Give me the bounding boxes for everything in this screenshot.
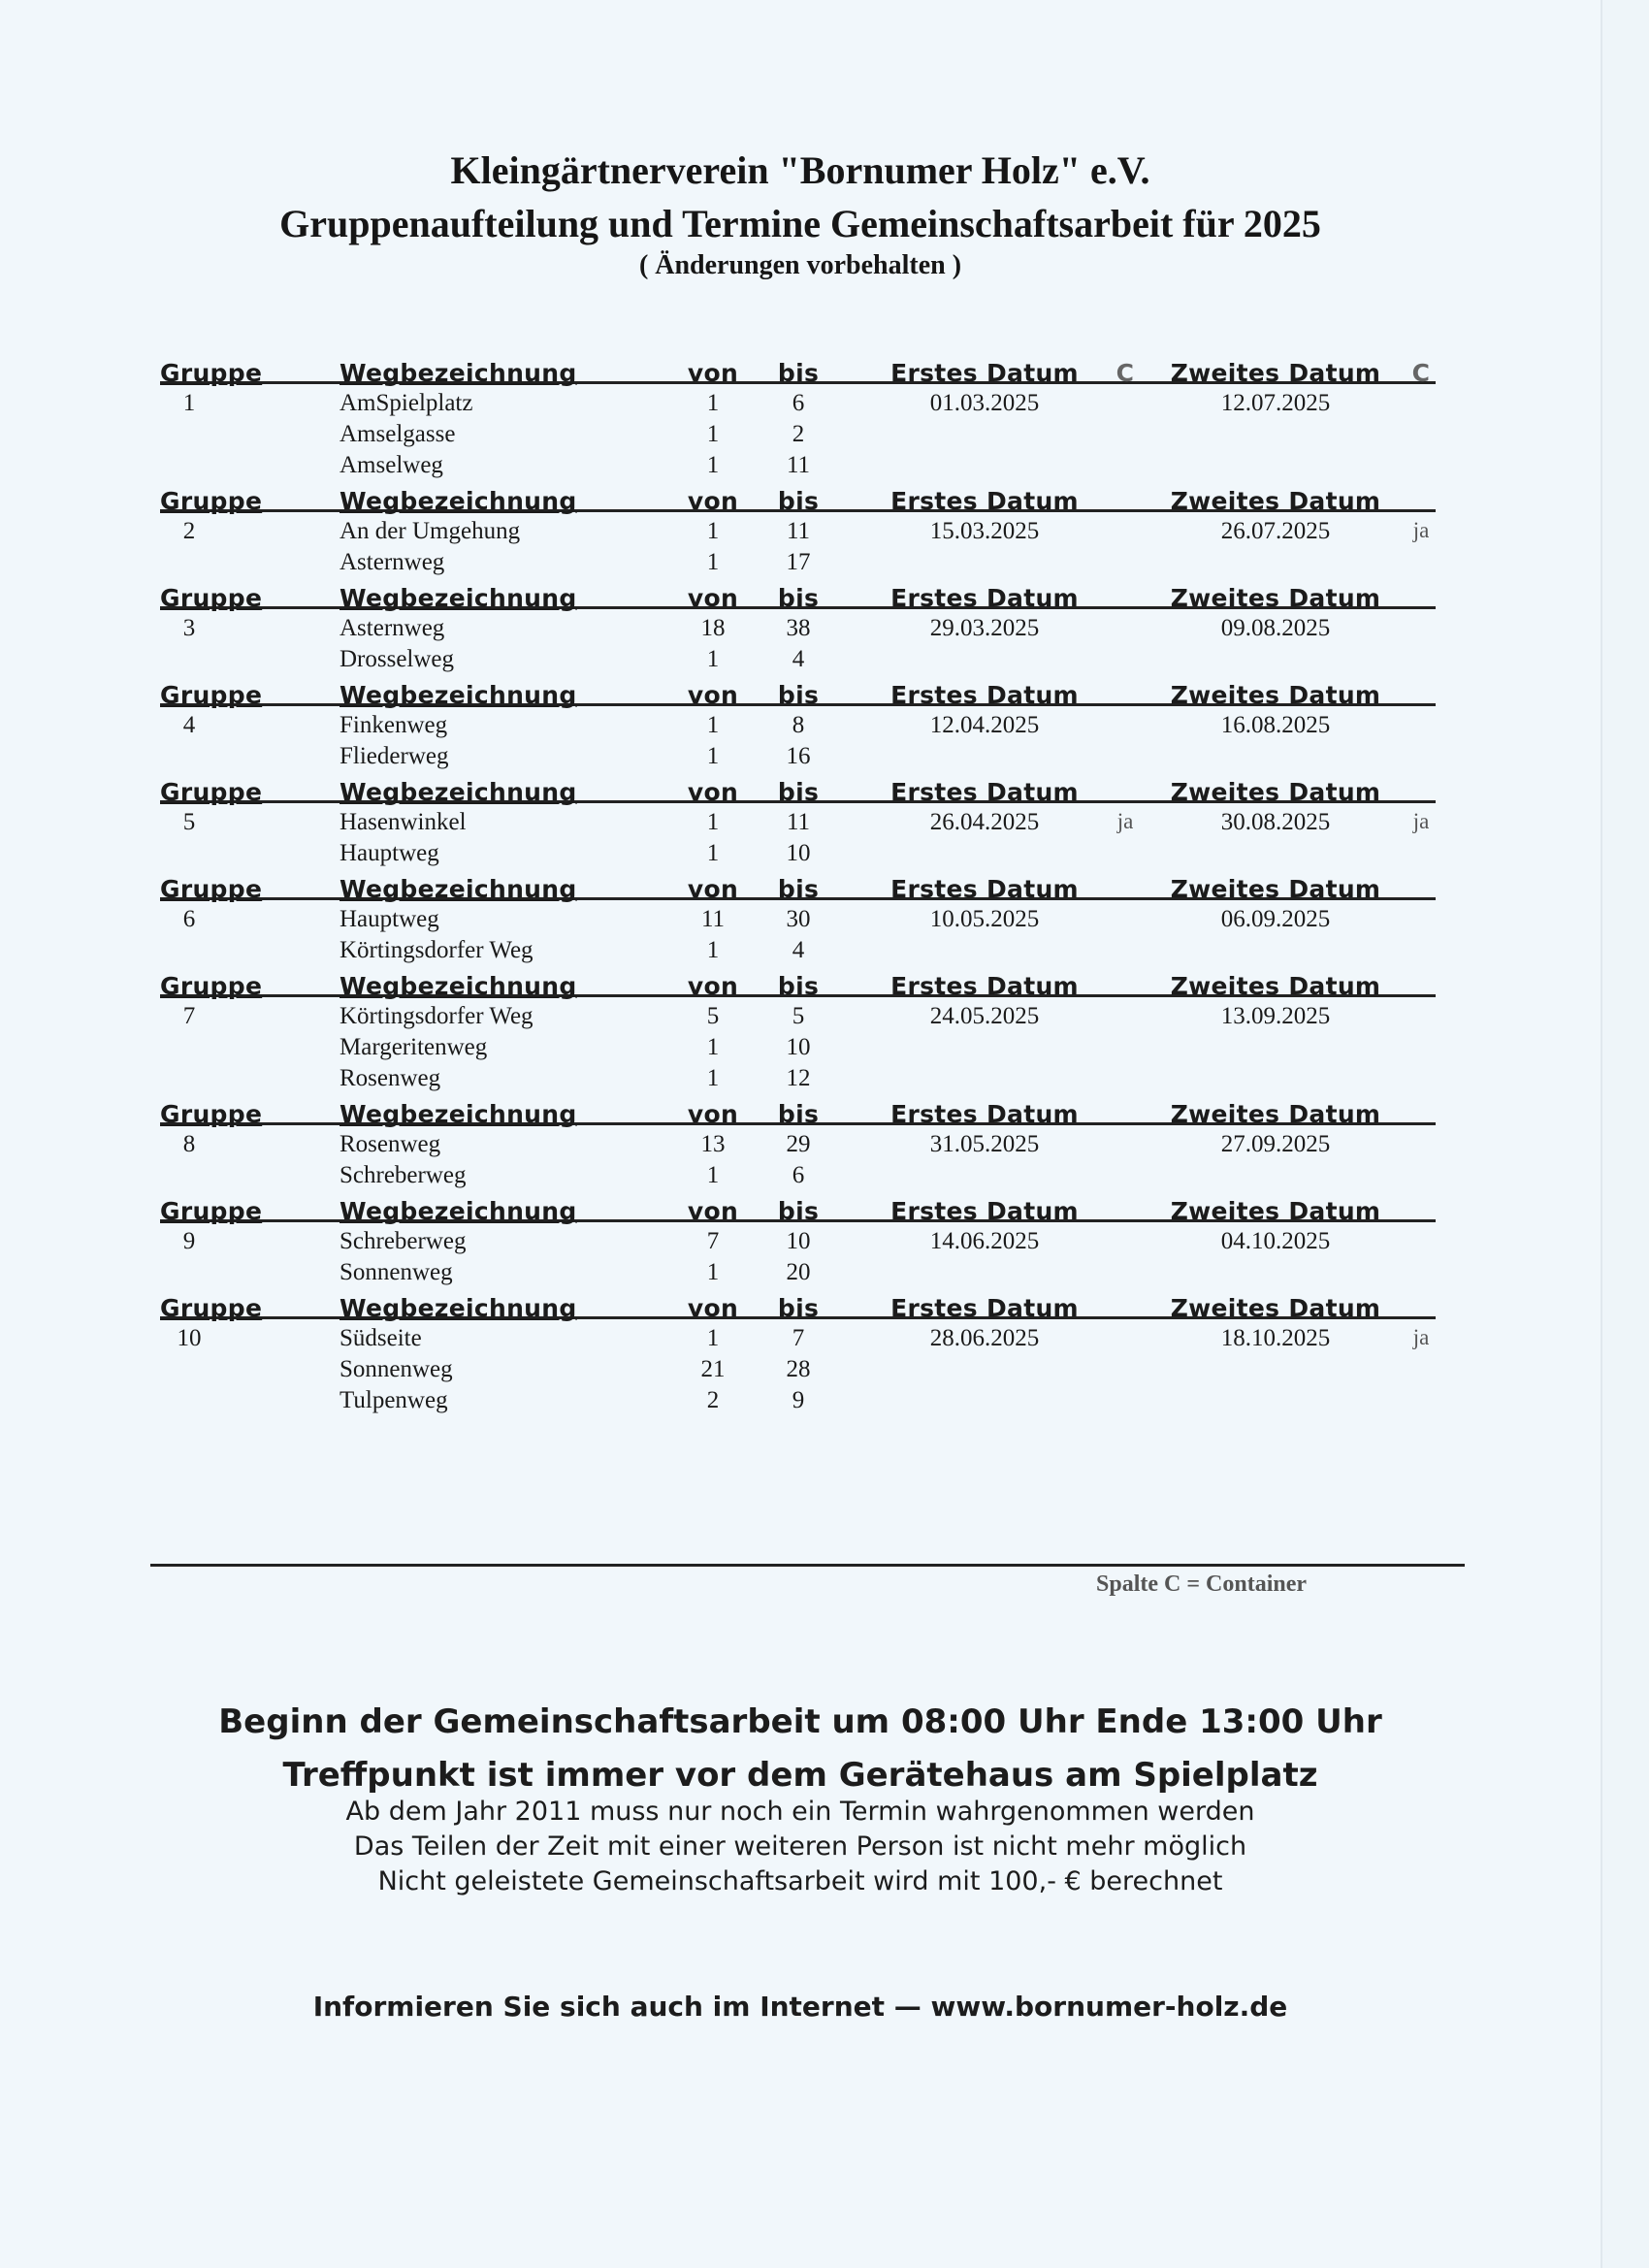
table-row — [150, 1125, 1465, 1156]
street-from: 1 — [706, 937, 720, 963]
street-name: Südseite — [340, 1325, 422, 1351]
street-name: Schreberweg — [340, 1228, 467, 1254]
street-to: 10 — [786, 840, 811, 866]
second-date: 30.08.2025 — [1220, 809, 1331, 835]
group-block — [150, 1090, 1465, 1187]
header-von: von — [687, 778, 739, 806]
first-date: 12.04.2025 — [929, 712, 1040, 738]
group-header — [150, 1284, 1465, 1322]
header-von: von — [687, 681, 739, 709]
header-von: von — [687, 1197, 739, 1225]
header-bis: bis — [777, 1294, 820, 1322]
group-number: 6 — [182, 906, 196, 932]
group-rows — [150, 512, 1465, 574]
group-header — [150, 349, 1465, 387]
street-from: 5 — [706, 1003, 720, 1029]
second-date: 13.09.2025 — [1220, 1003, 1331, 1029]
street-to: 38 — [786, 615, 811, 641]
street-to: 20 — [786, 1259, 811, 1285]
street-name: Asternweg — [340, 549, 445, 575]
street-from: 1 — [706, 809, 720, 835]
second-container-flag: ja — [1412, 1325, 1430, 1349]
group-rows — [150, 384, 1465, 477]
first-date: 01.03.2025 — [929, 390, 1040, 416]
group-number: 4 — [182, 712, 196, 738]
header-von: von — [687, 1294, 739, 1322]
street-name: Hasenwinkel — [340, 809, 467, 835]
header-gruppe: Gruppe — [160, 584, 263, 612]
header-zweites-datum: Zweites Datum — [1170, 1197, 1381, 1225]
group-block — [150, 962, 1465, 1090]
table-row — [150, 1350, 1465, 1381]
street-to: 12 — [786, 1065, 811, 1091]
table-row — [150, 543, 1465, 574]
table-row — [150, 415, 1465, 446]
header-wegbezeichnung: Wegbezeichnung — [340, 584, 577, 612]
group-number: 1 — [182, 390, 196, 416]
table-row — [150, 900, 1465, 931]
header-von: von — [687, 487, 739, 515]
street-name: Körtingsdorfer Weg — [340, 937, 534, 963]
header-erstes-datum: Erstes Datum — [890, 1197, 1079, 1225]
street-to: 28 — [786, 1356, 811, 1382]
first-container-flag: ja — [1116, 809, 1134, 833]
street-from: 1 — [706, 840, 720, 866]
street-name: Hauptweg — [340, 906, 439, 932]
group-rows — [150, 609, 1465, 671]
table-row — [150, 1028, 1465, 1059]
table-row — [150, 997, 1465, 1028]
group-block — [150, 349, 1465, 477]
street-to: 4 — [792, 646, 805, 672]
group-header — [150, 477, 1465, 515]
street-to: 9 — [792, 1387, 805, 1413]
street-from: 21 — [700, 1356, 726, 1382]
street-from: 7 — [706, 1228, 720, 1254]
header-von: von — [687, 584, 739, 612]
group-header — [150, 1187, 1465, 1225]
table-row — [150, 1156, 1465, 1187]
table-row — [150, 1059, 1465, 1090]
street-to: 16 — [786, 743, 811, 769]
header-gruppe: Gruppe — [160, 681, 263, 709]
street-from: 1 — [706, 1259, 720, 1285]
second-container-flag: ja — [1412, 518, 1430, 542]
street-to: 8 — [792, 712, 805, 738]
street-name: Hauptweg — [340, 840, 439, 866]
first-date: 14.06.2025 — [929, 1228, 1040, 1254]
group-rows — [150, 803, 1465, 865]
group-block — [150, 477, 1465, 574]
header-bis: bis — [777, 681, 820, 709]
group-number: 7 — [182, 1003, 196, 1029]
header-von: von — [687, 359, 739, 387]
group-block — [150, 768, 1465, 865]
header-gruppe: Gruppe — [160, 1100, 263, 1128]
header-wegbezeichnung: Wegbezeichnung — [340, 487, 577, 515]
street-name: Drosselweg — [340, 646, 455, 672]
header-zweites-datum: Zweites Datum — [1170, 487, 1381, 515]
group-rows — [150, 1125, 1465, 1187]
street-from: 1 — [706, 646, 720, 672]
second-date: 26.07.2025 — [1220, 518, 1331, 544]
street-from: 13 — [700, 1131, 726, 1157]
street-from: 1 — [706, 1325, 720, 1351]
header-zweites-datum: Zweites Datum — [1170, 1100, 1381, 1128]
street-to: 4 — [792, 937, 805, 963]
group-block — [150, 1284, 1465, 1412]
group-header — [150, 962, 1465, 1000]
first-date: 29.03.2025 — [929, 615, 1040, 641]
first-date: 10.05.2025 — [929, 906, 1040, 932]
table-row — [150, 609, 1465, 640]
street-to: 7 — [792, 1325, 805, 1351]
header-wegbezeichnung: Wegbezeichnung — [340, 875, 577, 903]
legend-note: Spalte C = Container — [1096, 1571, 1308, 1597]
header-zweites-datum: Zweites Datum — [1170, 972, 1381, 1000]
first-date: 28.06.2025 — [929, 1325, 1040, 1351]
header-zweites-datum: Zweites Datum — [1170, 359, 1381, 387]
header-erstes-datum: Erstes Datum — [890, 778, 1079, 806]
street-name: Asternweg — [340, 615, 445, 641]
table-row — [150, 384, 1465, 415]
header-erstes-datum: Erstes Datum — [890, 681, 1079, 709]
street-from: 1 — [706, 712, 720, 738]
header-zweites-datum: Zweites Datum — [1170, 681, 1381, 709]
table-row — [150, 1319, 1465, 1350]
club-title: Kleingärtnerverein "Bornumer Holz" e.V. — [450, 148, 1150, 192]
street-name: Amselgasse — [340, 421, 456, 447]
street-from: 1 — [706, 390, 720, 416]
header-gruppe: Gruppe — [160, 1197, 263, 1225]
group-number: 3 — [182, 615, 196, 641]
group-rows — [150, 706, 1465, 768]
group-block — [150, 865, 1465, 962]
street-name: AmSpielplatz — [340, 390, 473, 416]
group-header — [150, 1090, 1465, 1128]
header-gruppe: Gruppe — [160, 1294, 263, 1322]
header-bis: bis — [777, 778, 820, 806]
table-row — [150, 931, 1465, 962]
header-erstes-datum: Erstes Datum — [890, 1100, 1079, 1128]
street-to: 17 — [786, 549, 811, 575]
table-bottom-rule — [150, 1564, 1465, 1567]
header-zweites-datum: Zweites Datum — [1170, 875, 1381, 903]
group-rows — [150, 1319, 1465, 1412]
group-rows — [150, 1222, 1465, 1284]
header-wegbezeichnung: Wegbezeichnung — [340, 1197, 577, 1225]
start-time-note: Beginn der Gemeinschaftsarbeit um 08:00 Uhr Ende 13:00 Uhr — [218, 1702, 1382, 1741]
street-to: 6 — [792, 1162, 805, 1188]
meeting-point-note: Treffpunkt ist immer vor dem Gerätehaus am Spielplatz — [282, 1756, 1318, 1795]
header-bis: bis — [777, 875, 820, 903]
header-bis: bis — [777, 1197, 820, 1225]
header-zweites-datum: Zweites Datum — [1170, 1294, 1381, 1322]
street-to: 5 — [792, 1003, 805, 1029]
group-number: 10 — [177, 1325, 202, 1351]
table-row — [150, 834, 1465, 865]
second-date: 18.10.2025 — [1220, 1325, 1331, 1351]
street-name: Tulpenweg — [340, 1387, 448, 1413]
table-row — [150, 803, 1465, 834]
header-erstes-datum: Erstes Datum — [890, 875, 1079, 903]
group-header — [150, 768, 1465, 806]
street-name: Rosenweg — [340, 1065, 441, 1091]
header-von: von — [687, 1100, 739, 1128]
header-wegbezeichnung: Wegbezeichnung — [340, 359, 577, 387]
table-row — [150, 706, 1465, 737]
street-to: 10 — [786, 1228, 811, 1254]
header-bis: bis — [777, 584, 820, 612]
street-name: An der Umgehung — [340, 518, 521, 544]
street-from: 1 — [706, 1034, 720, 1060]
header-gruppe: Gruppe — [160, 359, 263, 387]
group-header — [150, 574, 1465, 612]
header-wegbezeichnung: Wegbezeichnung — [340, 681, 577, 709]
one-date-note: Ab dem Jahr 2011 muss nur noch ein Termin wahrgenommen werden — [345, 1797, 1255, 1827]
street-from: 11 — [700, 906, 726, 932]
street-to: 11 — [786, 809, 811, 835]
header-container-2: C — [1411, 359, 1431, 387]
street-name: Margeritenweg — [340, 1034, 488, 1060]
header-erstes-datum: Erstes Datum — [890, 1294, 1079, 1322]
street-from: 1 — [706, 549, 720, 575]
header-bis: bis — [777, 1100, 820, 1128]
first-date: 24.05.2025 — [929, 1003, 1040, 1029]
second-container-flag: ja — [1412, 809, 1430, 833]
second-date: 27.09.2025 — [1220, 1131, 1331, 1157]
header-wegbezeichnung: Wegbezeichnung — [340, 778, 577, 806]
header-container-1: C — [1116, 359, 1135, 387]
street-name: Schreberweg — [340, 1162, 467, 1188]
street-to: 11 — [786, 452, 811, 478]
group-block — [150, 1187, 1465, 1284]
first-date: 26.04.2025 — [929, 809, 1040, 835]
group-number: 9 — [182, 1228, 196, 1254]
street-name: Rosenweg — [340, 1131, 441, 1157]
street-to: 30 — [786, 906, 811, 932]
street-name: Finkenweg — [340, 712, 448, 738]
header-bis: bis — [777, 359, 820, 387]
group-rows — [150, 997, 1465, 1090]
header-gruppe: Gruppe — [160, 487, 263, 515]
table-row — [150, 737, 1465, 768]
street-from: 1 — [706, 421, 720, 447]
group-number: 8 — [182, 1131, 196, 1157]
schedule-table — [150, 349, 1465, 1412]
header-bis: bis — [777, 972, 820, 1000]
group-header — [150, 865, 1465, 903]
schedule-title: Gruppenaufteilung und Termine Gemeinschaftsarbeit für 2025 — [279, 202, 1321, 245]
header-zweites-datum: Zweites Datum — [1170, 778, 1381, 806]
table-row — [150, 1222, 1465, 1253]
table-row — [150, 1253, 1465, 1284]
table-row — [150, 512, 1465, 543]
header-wegbezeichnung: Wegbezeichnung — [340, 1294, 577, 1322]
street-to: 10 — [786, 1034, 811, 1060]
group-header — [150, 671, 1465, 709]
street-from: 1 — [706, 452, 720, 478]
sharing-note: Das Teilen der Zeit mit einer weiteren Person ist nicht mehr möglich — [353, 1831, 1247, 1862]
header-von: von — [687, 972, 739, 1000]
first-date: 31.05.2025 — [929, 1131, 1040, 1157]
header-erstes-datum: Erstes Datum — [890, 584, 1079, 612]
subject-to-change-note: ( Änderungen vorbehalten ) — [638, 250, 962, 280]
group-number: 2 — [182, 518, 196, 544]
street-to: 2 — [792, 421, 805, 447]
street-from: 1 — [706, 1065, 720, 1091]
second-date: 16.08.2025 — [1220, 712, 1331, 738]
table-row — [150, 446, 1465, 477]
street-from: 1 — [706, 1162, 720, 1188]
street-name: Fliederweg — [340, 743, 449, 769]
header-gruppe: Gruppe — [160, 972, 263, 1000]
first-date: 15.03.2025 — [929, 518, 1040, 544]
street-name: Sonnenweg — [340, 1259, 453, 1285]
header-bis: bis — [777, 487, 820, 515]
fee-note: Nicht geleistete Gemeinschaftsarbeit wird mit 100,- € berechnet — [377, 1866, 1223, 1896]
street-from: 2 — [706, 1387, 720, 1413]
street-to: 6 — [792, 390, 805, 416]
website-note: Informieren Sie sich auch im Internet — www.bornumer-holz.de — [312, 1991, 1288, 2023]
header-von: von — [687, 875, 739, 903]
header-erstes-datum: Erstes Datum — [890, 487, 1079, 515]
header-gruppe: Gruppe — [160, 778, 263, 806]
street-name: Amselweg — [340, 452, 443, 478]
header-zweites-datum: Zweites Datum — [1170, 584, 1381, 612]
header-gruppe: Gruppe — [160, 875, 263, 903]
street-from: 18 — [700, 615, 726, 641]
second-date: 04.10.2025 — [1220, 1228, 1331, 1254]
group-number: 5 — [182, 809, 196, 835]
table-row — [150, 640, 1465, 671]
header-erstes-datum: Erstes Datum — [890, 972, 1079, 1000]
group-rows — [150, 900, 1465, 962]
street-to: 11 — [786, 518, 811, 544]
header-wegbezeichnung: Wegbezeichnung — [340, 972, 577, 1000]
second-date: 06.09.2025 — [1220, 906, 1331, 932]
header-wegbezeichnung: Wegbezeichnung — [340, 1100, 577, 1128]
street-name: Sonnenweg — [340, 1356, 453, 1382]
group-block — [150, 671, 1465, 768]
street-name: Körtingsdorfer Weg — [340, 1003, 534, 1029]
header-erstes-datum: Erstes Datum — [890, 359, 1079, 387]
street-from: 1 — [706, 518, 720, 544]
street-to: 29 — [786, 1131, 811, 1157]
street-from: 1 — [706, 743, 720, 769]
group-block — [150, 574, 1465, 671]
second-date: 09.08.2025 — [1220, 615, 1331, 641]
second-date: 12.07.2025 — [1220, 390, 1331, 416]
table-row — [150, 1381, 1465, 1412]
